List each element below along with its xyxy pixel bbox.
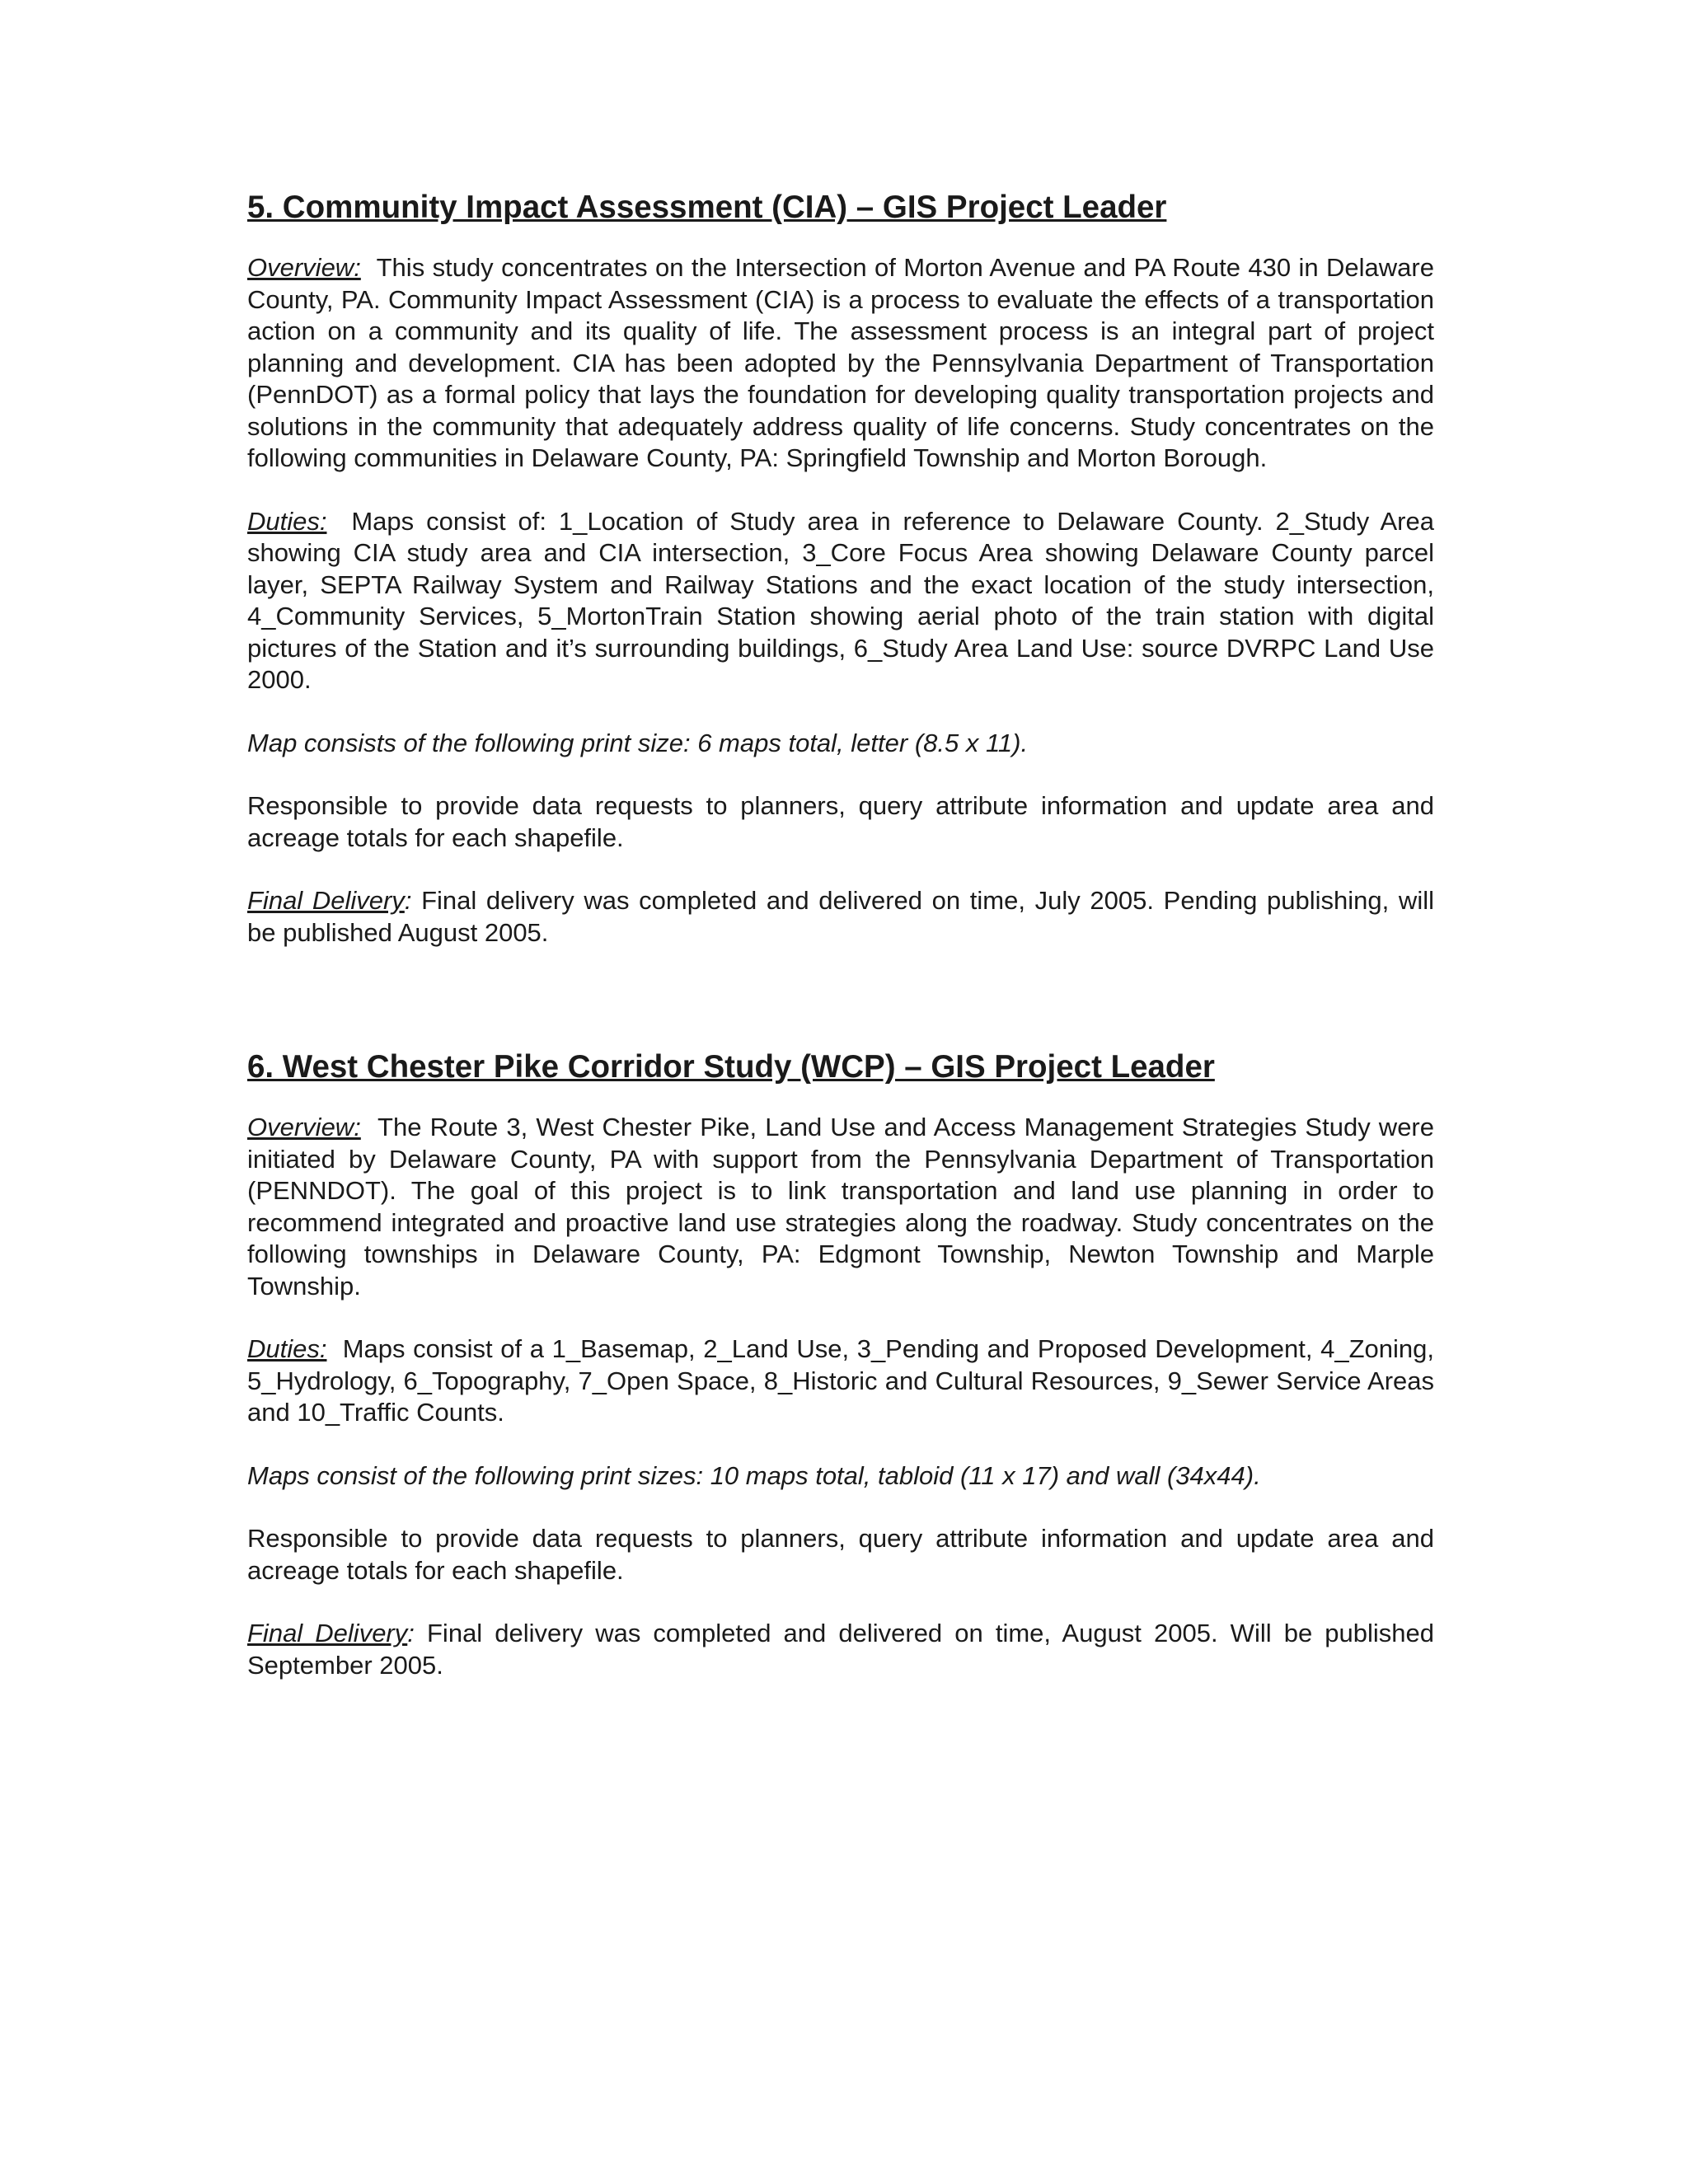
duties-label: Duties: [247, 1334, 327, 1363]
section-heading: 6. West Chester Pike Corridor Study (WCP) – GIS Project Leader [247, 1049, 1215, 1085]
duties-label: Duties: [247, 506, 327, 536]
delivery-text: Final delivery was completed and delivered on time, July 2005. Pending publishing, will be published August 2005. [247, 886, 1434, 947]
overview-paragraph [247, 1112, 1434, 1302]
delivery-label-colon: : [407, 1619, 415, 1647]
overview-text: The Route 3, West Chester Pike, Land Use and Access Management Strategies Study were initiated by Delaware County, PA with support from the Pennsylvania Department of Transportation (PENNDOT). The goal of this project is to link transportation and land use planning in order to recommend integrated and proactive land use strategies along the roadway. Study concentrates on the following townships in Delaware County, PA: Edgmont Township, Newton Township and Marple Township. [247, 1113, 1434, 1301]
overview-label: Overview: [247, 253, 361, 282]
overview-paragraph [247, 252, 1434, 475]
delivery-label-colon: : [404, 886, 412, 915]
section-heading: 5. Community Impact Assessment (CIA) – GIS Project Leader [247, 190, 1167, 225]
section-wcp [247, 1047, 1434, 1681]
delivery-text: Final delivery was completed and delivered on time, August 2005. Will be published September 2005. [247, 1619, 1434, 1680]
responsibility-paragraph: Responsible to provide data requests to planners, query attribute information and update area and acreage totals for each shapefile. [247, 791, 1434, 852]
responsibility-paragraph: Responsible to provide data requests to planners, query attribute information and update area and acreage totals for each shapefile. [247, 1524, 1434, 1585]
overview-text: This study concentrates on the Intersection of Morton Avenue and PA Route 430 in Delaware County, PA. Community Impact Assessment (CIA) is a process to evaluate the effects of a transportation action on a community and its quality of life. The assessment process is an integral part of project planning and development. CIA has been adopted by the Pennsylvania Department of Transportation (PennDOT) as a formal policy that lays the foundation for developing quality transportation projects and solutions in the community that adequately address quality of life concerns. Study concentrates on the following communities in Delaware County, PA: Springfield Township and Morton Borough. [247, 253, 1434, 472]
delivery-paragraph [247, 1618, 1434, 1681]
print-size-note: Map consists of the following print size: 6 maps total, letter (8.5 x 11). [247, 728, 1029, 757]
print-size-note: Maps consist of the following print sizes: 10 maps total, tabloid (11 x 17) and wall (34x44). [247, 1460, 1261, 1490]
duties-paragraph [247, 506, 1434, 696]
duties-text: Maps consist of a 1_Basemap, 2_Land Use, 3_Pending and Proposed Development, 4_Zoning, 5_Hydrology, 6_Topography, 7_Open Space, 8_Historic and Cultural Resources, 9_Sewer Service Areas and 10_Traffic Counts. [247, 1334, 1434, 1427]
delivery-label: Final Delivery [247, 886, 405, 915]
delivery-paragraph [247, 885, 1434, 949]
duties-text: Maps consist of: 1_Location of Study area in reference to Delaware County. 2_Study Area showing CIA study area and CIA intersection, 3_Core Focus Area showing Delaware County parcel layer, SEPTA Railway System and Railway Stations and the exact location of the study intersection, 4_Community Services, 5_MortonTrain Station showing aerial photo of the train station with digital pictures of the Station and it’s surrounding buildings, 6_Study Area Land Use: source DVRPC Land Use 2000. [247, 506, 1434, 694]
duties-paragraph [247, 1333, 1434, 1429]
overview-label: Overview: [247, 1113, 361, 1141]
document-page [247, 188, 1434, 1681]
section-cia [247, 188, 1434, 949]
delivery-label: Final Delivery [247, 1619, 408, 1647]
